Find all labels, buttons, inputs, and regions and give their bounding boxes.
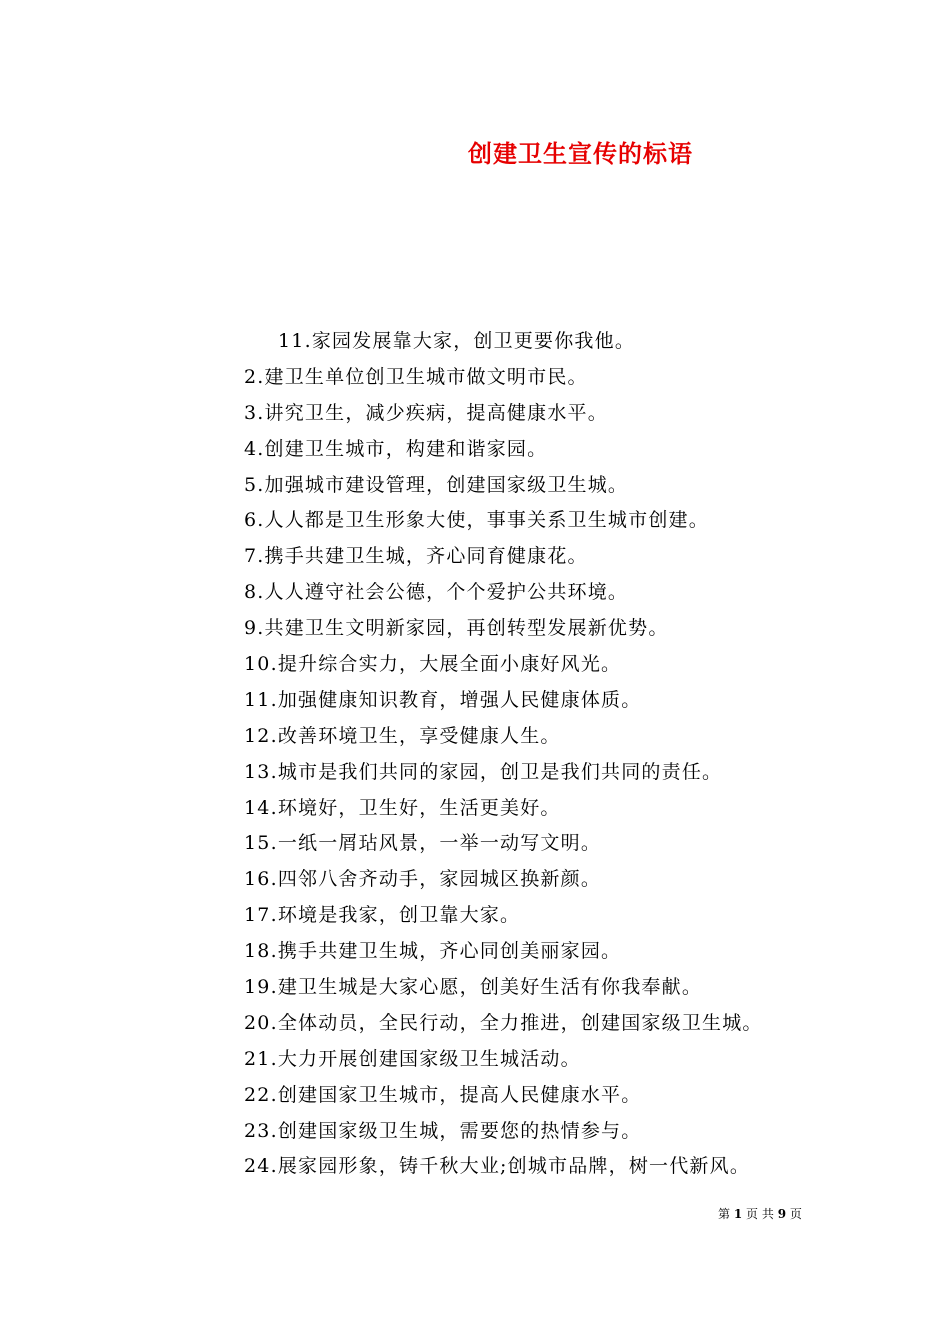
slogan-item: 10.提升综合实力，大展全面小康好风光。 (244, 653, 622, 676)
slogan-item: 12.改善环境卫生，享受健康人生。 (244, 724, 561, 747)
slogan-item: 11.家园发展靠大家，创卫更要你我他。 (278, 330, 636, 352)
slogan-item: 19.建卫生城是大家心愿，创美好生活有你我奉献。 (244, 976, 703, 999)
footer-suffix: 页 (789, 1207, 802, 1221)
slogan-item: 11.加强健康知识教育，增强人民健康体质。 (244, 688, 642, 711)
slogan-item: 24.展家园形象，铸千秋大业;创城市品牌，树一代新风。 (244, 1155, 751, 1178)
slogan-item: 7.携手共建卫生城，齐心同育健康花。 (244, 545, 588, 568)
slogan-item: 21.大力开展创建国家级卫生城活动。 (244, 1047, 581, 1070)
footer-middle: 页 共 (746, 1207, 774, 1221)
slogan-item: 18.携手共建卫生城，齐心同创美丽家园。 (244, 940, 622, 963)
slogan-item: 8.人人遵守社会公德，个个爱护公共环境。 (244, 581, 629, 604)
page-footer (718, 1205, 802, 1222)
slogan-item: 9.共建卫生文明新家园，再创转型发展新优势。 (244, 617, 669, 640)
total-page-count: 9 (777, 1207, 787, 1221)
slogan-item: 2.建卫生单位创卫生城市做文明市民。 (244, 365, 588, 388)
current-page-number: 1 (733, 1207, 743, 1221)
document-title: 创建卫生宣传的标语 (468, 139, 693, 168)
slogan-item: 15.一纸一屑玷风景，一举一动写文明。 (244, 832, 602, 855)
slogan-item: 22.创建国家卫生城市，提高人民健康水平。 (244, 1083, 642, 1106)
slogan-item: 17.环境是我家，创卫靠大家。 (244, 904, 521, 927)
slogan-item: 4.创建卫生城市，构建和谐家园。 (244, 437, 548, 460)
footer-prefix: 第 (718, 1207, 731, 1221)
slogan-item: 14.环境好，卫生好，生活更美好。 (244, 796, 561, 819)
slogan-item: 5.加强城市建设管理，创建国家级卫生城。 (244, 473, 629, 496)
slogan-list (244, 326, 763, 1187)
slogan-item: 16.四邻八舍齐动手，家园城区换新颜。 (244, 868, 602, 891)
slogan-item: 3.讲究卫生，减少疾病，提高健康水平。 (244, 401, 608, 424)
slogan-item: 23.创建国家级卫生城，需要您的热情参与。 (244, 1119, 642, 1142)
slogan-item: 6.人人都是卫生形象大使，事事关系卫生城市创建。 (244, 509, 709, 532)
slogan-item: 13.城市是我们共同的家园，创卫是我们共同的责任。 (244, 760, 723, 783)
slogan-item: 20.全体动员，全民行动，全力推进，创建国家级卫生城。 (244, 1011, 763, 1034)
